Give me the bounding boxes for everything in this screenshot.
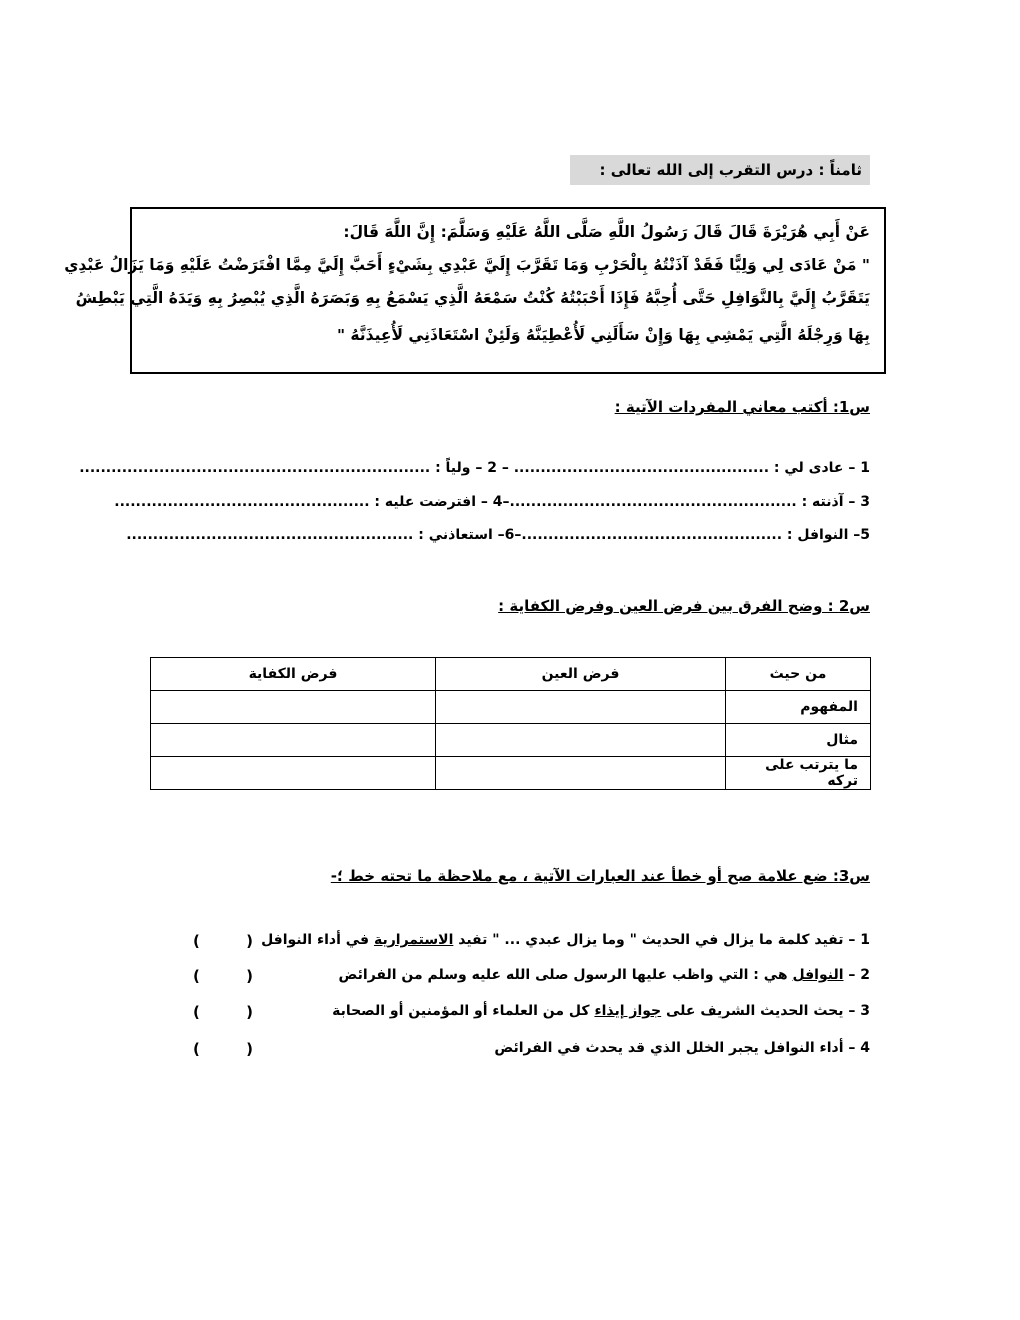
statement-text: 3 – يحث الحديث الشريف على [661, 1003, 870, 1019]
statement-3 [332, 1003, 870, 1019]
comparison-table [150, 657, 871, 790]
q3-title: س3: ضع علامة صح أو خطأ عند العبارات الآتية ، مع ملاحظة ما تحته خط ؛- [330, 867, 870, 885]
paren: ) [246, 932, 253, 950]
paren: ( [193, 932, 200, 950]
q2-title: س2 : وضح الفرق بين فرض العين وفرض الكفاية : [498, 597, 870, 615]
vocab-line[interactable]: 3 – آذنته : ......................................................–4 – افترضت عليه : ................................................ [114, 494, 870, 510]
q1-title: س1: أكتب معاني المفردات الآتية : [614, 398, 870, 416]
underlined-term: الاستمرارية [373, 932, 454, 948]
hadith-box [64, 207, 886, 374]
hadith-line: عَنْ أَبِي هُرَيْرَةَ قَالَ قَالَ رَسُولُ اللَّهِ صَلَّى اللَّهُ عَلَيْهِ وَسَلَّمَ: إِنَّ اللَّهَ قَالَ: [343, 223, 870, 241]
answer-parens[interactable] [193, 932, 253, 950]
paren: ) [246, 1003, 253, 1021]
vocab-line[interactable]: 1 – عادى لي : ................................................ – 2 – ولياً : .................................................................. [79, 460, 870, 476]
table-row [151, 757, 871, 790]
statement-text: هي : التي واظب عليها الرسول صلى الله عليه وسلم من الفرائض [338, 967, 793, 983]
header-cell: فرض العين [436, 658, 726, 691]
paren: ( [193, 1040, 200, 1058]
answer-parens[interactable] [193, 967, 253, 985]
header-cell: من حيث [726, 658, 871, 691]
answer-cell[interactable] [436, 757, 726, 790]
statement-text: 1 – تفيد كلمة ما يزال في الحديث " وما يزال عبدي ... " تفيد [453, 932, 870, 948]
paren: ( [193, 967, 200, 985]
vocab-line[interactable]: 5– النوافل : .................................................–6– استعاذني : ...................................................... [126, 527, 870, 543]
statement-4 [494, 1040, 870, 1056]
table-row [151, 691, 871, 724]
paren: ( [193, 1003, 200, 1021]
hadith-line: يَتَقَرَّبُ إِلَيَّ بِالنَّوَافِلِ حَتَّى أُحِبَّهُ فَإِذَا أَحْبَبْتُهُ كُنْتُ سَمْعَهُ الَّذِي يَسْمَعُ بِهِ وَبَصَرَهُ الَّذِي يُبْصِرُ بِهِ وَيَدَهُ الَّتِي يَبْطِشُ [75, 289, 870, 307]
row-label: المفهوم [726, 691, 871, 724]
table-header-row [151, 658, 871, 691]
statement-text: 2 – [843, 967, 870, 983]
underlined-term: جواز إيذاء [594, 1003, 662, 1019]
answer-parens[interactable] [193, 1040, 253, 1058]
paren: ) [246, 967, 253, 985]
table-row [151, 724, 871, 757]
statement-1 [261, 932, 870, 948]
answer-cell[interactable] [151, 757, 436, 790]
header-cell: فرض الكفاية [151, 658, 436, 691]
statement-text: في أداء النوافل [261, 932, 374, 948]
row-label: ما يترتب على تركه [726, 757, 871, 790]
hadith-line: " مَنْ عَادَى لِي وَلِيًّا فَقَدْ آذَنْتُهُ بِالْحَرْبِ وَمَا تَقَرَّبَ إِلَيَّ عَبْدِي بِشَيْءٍ أَحَبَّ إِلَيَّ مِمَّا افْتَرَضْتُ عَلَيْهِ وَمَا يَزَالُ عَبْدِي [64, 256, 870, 274]
answer-cell[interactable] [151, 724, 436, 757]
lesson-title: ثامناً : درس التقرب إلى الله تعالى : [570, 155, 870, 185]
answer-parens[interactable] [193, 1003, 253, 1021]
statement-text: 4 – أداء النوافل يجبر الخلل الذي قد يحدث في الفرائض [494, 1040, 870, 1056]
hadith-line: بِهَا وَرِجْلَهُ الَّتِي يَمْشِي بِهَا وَإِنْ سَأَلَنِي لَأُعْطِيَنَّهُ وَلَئِنْ اسْتَعَاذَنِي لَأُعِيذَنَّهُ " [336, 326, 870, 344]
answer-cell[interactable] [436, 724, 726, 757]
row-label: مثال [726, 724, 871, 757]
underlined-term: النوافل [792, 967, 844, 983]
statement-2 [339, 967, 870, 983]
statement-text: كل من العلماء أو المؤمنين أو الصحابة [332, 1003, 595, 1019]
answer-cell[interactable] [436, 691, 726, 724]
paren: ) [246, 1040, 253, 1058]
answer-cell[interactable] [151, 691, 436, 724]
